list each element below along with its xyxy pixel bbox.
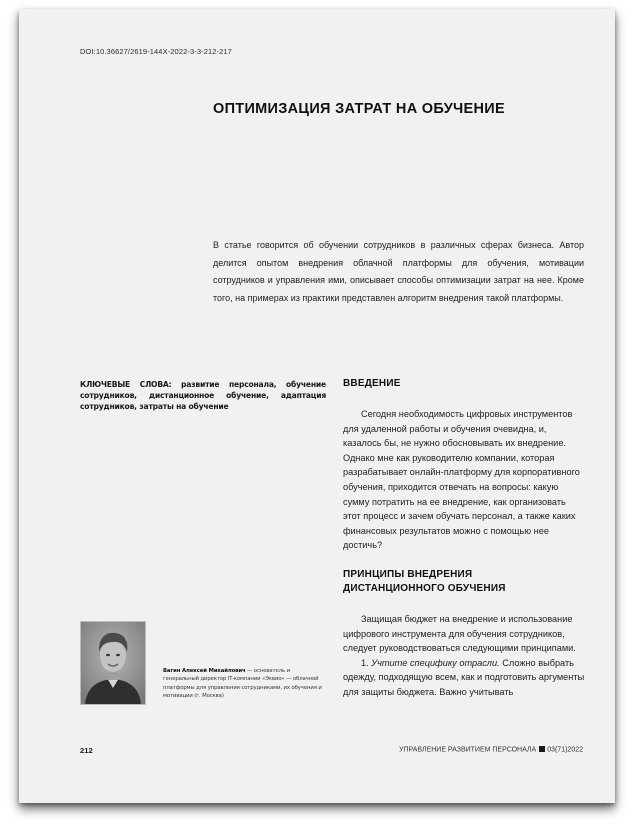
- section-heading-principles: ПРИНЦИПЫ ВНЕДРЕНИЯ ДИСТАНЦИОННОГО ОБУЧЕНИЯ: [343, 569, 506, 594]
- issue-number: 03(71)2022: [547, 746, 583, 754]
- journal-page: [19, 9, 615, 803]
- journal-name: УПРАВЛЕНИЕ РАЗВИТИЕМ ПЕРСОНАЛА: [399, 746, 537, 754]
- author-photo: [80, 621, 146, 705]
- article-title: ОПТИМИЗАЦИЯ ЗАТРАТ НА ОБУЧЕНИЕ: [213, 101, 505, 117]
- author-info: [163, 667, 323, 700]
- item-number: 1.: [361, 657, 369, 668]
- principles-paragraph: Защищая бюджет на внедрение и использование цифрового инструмента для обучения сотрудников, следует руководствоваться следующими принципами.: [343, 614, 576, 654]
- section-body-intro: [343, 407, 585, 553]
- principles-item-1: [343, 656, 585, 700]
- item-emphasis: Учтите специфику отрасли.: [371, 657, 500, 668]
- author-portrait-image: [81, 622, 145, 704]
- article-abstract: В статье говорится об обучении сотрудников в различных сферах бизнеса. Автор делится опытом внедрения облачной платформы для обучения, мотивации сотрудников и управления ими, описывает способы оптимизации затрат на нее. Кроме того, на примерах из практики представлен алгоритм внедрения такой платформы.: [213, 240, 584, 303]
- author-name: Вагин Алексей Михайлович: [163, 668, 246, 674]
- doi-line: DOI:10.36627/2619-144X-2022-3-3-212-217: [80, 47, 232, 56]
- section-body-principles: [343, 612, 585, 700]
- keywords-block: КЛЮЧЕВЫЕ СЛОВА: развитие персонала, обучение сотрудников, дистанционное обучение, адаптация сотрудников, затраты на обучение: [80, 380, 326, 411]
- item-text: Сложно выбрать одежду, подходящую всем, как и подготовить аргументы для защиты бюджета. Важно учитывать: [343, 657, 585, 697]
- running-footer: [399, 746, 583, 754]
- author-bio: — основатель и генеральный директор IT-компании «Эквио» — облачной платформы для управления сотрудниками, их обучения и мотивации (г. Москва): [163, 668, 322, 699]
- page-number: 212: [80, 746, 93, 755]
- section-heading-intro: ВВЕДЕНИЕ: [343, 378, 401, 389]
- square-bullet-icon: [539, 746, 545, 752]
- intro-paragraph: Сегодня необходимость цифровых инструментов для удаленной работы и обучения очевидна, и, казалось бы, не нужно обосновывать их внедрение. Однако мне как руководителю компании, которая разрабатывает онлайн-платформу для корпоративного обучения, приходится отвечать на вопросы: какую сумму потратить на ее внедрение, как организовать этот процесс и зачем обучать персонал, а также каких финансовых результатов можно с помощью нее достичь?: [343, 409, 580, 551]
